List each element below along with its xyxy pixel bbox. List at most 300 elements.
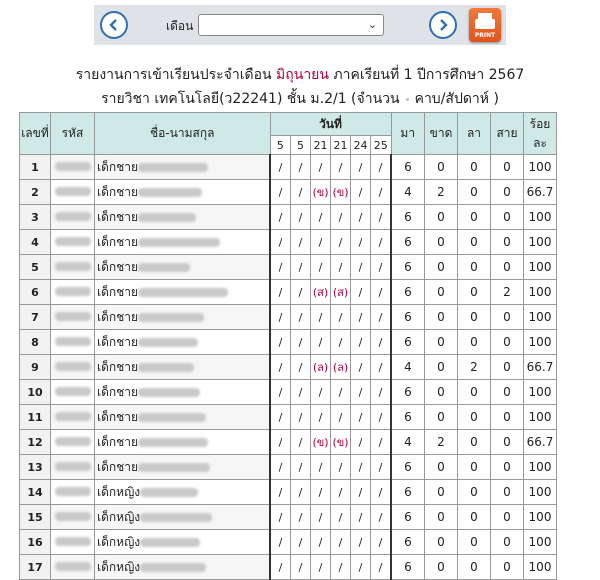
attendance-cell[interactable]: [270, 555, 291, 580]
count-present: 6: [391, 305, 425, 330]
attendance-mark: /: [378, 260, 383, 274]
attendance-mark: /: [298, 210, 303, 224]
count-late: 0: [491, 405, 524, 430]
count-absent: 0: [425, 280, 458, 305]
attendance-cell[interactable]: [371, 280, 392, 305]
attendance-mark: /: [358, 460, 363, 474]
attendance-cell[interactable]: [371, 530, 392, 555]
attendance-cell[interactable]: [331, 530, 351, 555]
name-prefix: เด็กชาย: [97, 459, 139, 474]
month-select[interactable]: [198, 14, 384, 36]
row-number: 3: [20, 205, 51, 230]
attendance-cell[interactable]: [371, 180, 392, 205]
attendance-cell[interactable]: [291, 205, 311, 230]
attendance-cell[interactable]: [291, 155, 311, 180]
attendance-cell[interactable]: [351, 480, 371, 505]
table-row[interactable]: [20, 530, 557, 555]
chevron-right-icon: [436, 18, 450, 32]
attendance-cell[interactable]: [371, 255, 392, 280]
attendance-cell[interactable]: [351, 405, 371, 430]
attendance-cell[interactable]: [331, 205, 351, 230]
attendance-mark: /: [278, 335, 283, 349]
count-late: 0: [491, 255, 524, 280]
attendance-mark: /: [358, 485, 363, 499]
attendance-mark: /: [358, 335, 363, 349]
col-header-leave: ลา: [458, 113, 491, 155]
attendance-cell[interactable]: [371, 330, 392, 355]
table-row[interactable]: [20, 330, 557, 355]
row-number: 6: [20, 280, 51, 305]
name-redacted: [138, 338, 198, 347]
row-number: 16: [20, 530, 51, 555]
attendance-mark: /: [358, 510, 363, 524]
attendance-cell[interactable]: [351, 430, 371, 455]
attendance-mark: /: [318, 260, 323, 274]
table-row[interactable]: [20, 430, 557, 455]
attendance-cell[interactable]: [371, 430, 392, 455]
attendance-cell[interactable]: [270, 530, 291, 555]
attendance-cell[interactable]: [291, 555, 311, 580]
attendance-mark: (ข): [332, 186, 349, 199]
attendance-cell[interactable]: [351, 355, 371, 380]
attendance-cell[interactable]: [351, 530, 371, 555]
name-prefix: เด็กชาย: [97, 309, 139, 324]
student-code-redacted: [51, 155, 95, 180]
student-code-redacted: [51, 205, 95, 230]
attendance-cell[interactable]: [311, 305, 331, 330]
attendance-mark: /: [358, 360, 363, 374]
attendance-cell[interactable]: [270, 380, 291, 405]
attendance-cell[interactable]: [331, 230, 351, 255]
student-name: [95, 180, 271, 205]
attendance-cell[interactable]: [270, 280, 291, 305]
attendance-cell[interactable]: [270, 480, 291, 505]
count-late: 0: [491, 555, 524, 580]
student-name: [95, 530, 271, 555]
attendance-mark: /: [318, 210, 323, 224]
count-present: 6: [391, 205, 425, 230]
attendance-mark: /: [338, 160, 343, 174]
attendance-cell[interactable]: [311, 280, 331, 305]
attendance-mark: /: [298, 310, 303, 324]
attendance-cell[interactable]: [331, 330, 351, 355]
attendance-cell[interactable]: [311, 555, 331, 580]
attendance-mark: /: [298, 410, 303, 424]
attendance-mark: /: [298, 485, 303, 499]
attendance-cell[interactable]: [371, 305, 392, 330]
attendance-mark: /: [298, 535, 303, 549]
student-name: [95, 255, 271, 280]
attendance-cell[interactable]: [270, 330, 291, 355]
table-row[interactable]: [20, 230, 557, 255]
attendance-mark: (ล): [332, 361, 349, 374]
name-redacted: [138, 188, 202, 197]
attendance-table: [19, 112, 557, 580]
count-leave: 0: [458, 505, 491, 530]
count-leave: 0: [458, 205, 491, 230]
name-redacted: [138, 413, 206, 422]
row-number: 13: [20, 455, 51, 480]
col-header-name: ชื่อ-นามสกุล: [95, 113, 271, 155]
attendance-mark: /: [338, 460, 343, 474]
count-percent: 66.7: [524, 430, 557, 455]
attendance-mark: /: [298, 285, 303, 299]
attendance-cell[interactable]: [351, 380, 371, 405]
name-prefix: เด็กชาย: [97, 384, 139, 399]
prev-month-button[interactable]: [100, 11, 128, 39]
row-number: 7: [20, 305, 51, 330]
name-redacted: [138, 263, 190, 272]
student-name: [95, 405, 271, 430]
attendance-cell[interactable]: [291, 380, 311, 405]
attendance-cell[interactable]: [311, 430, 331, 455]
count-absent: 0: [425, 505, 458, 530]
table-row[interactable]: [20, 405, 557, 430]
name-prefix: เด็กหญิง: [97, 509, 141, 524]
attendance-cell[interactable]: [291, 480, 311, 505]
attendance-cell[interactable]: [371, 205, 392, 230]
attendance-cell[interactable]: [331, 380, 351, 405]
attendance-cell[interactable]: [291, 305, 311, 330]
attendance-cell[interactable]: [351, 455, 371, 480]
attendance-mark: /: [318, 560, 323, 574]
student-code-redacted: [51, 180, 95, 205]
report-subtitle: [0, 88, 600, 110]
attendance-mark: /: [278, 310, 283, 324]
count-leave: 0: [458, 455, 491, 480]
attendance-cell[interactable]: [351, 505, 371, 530]
attendance-mark: /: [318, 160, 323, 174]
attendance-cell[interactable]: [331, 355, 351, 380]
next-month-button[interactable]: [429, 11, 457, 39]
student-code-redacted: [51, 505, 95, 530]
student-code-redacted: [51, 305, 95, 330]
attendance-cell[interactable]: [291, 280, 311, 305]
attendance-cell[interactable]: [270, 405, 291, 430]
table-row[interactable]: [20, 355, 557, 380]
attendance-mark: /: [318, 385, 323, 399]
student-code-redacted: [51, 480, 95, 505]
attendance-cell[interactable]: [331, 480, 351, 505]
attendance-cell[interactable]: [311, 330, 331, 355]
attendance-mark: /: [338, 560, 343, 574]
attendance-cell[interactable]: [291, 330, 311, 355]
table-row[interactable]: [20, 155, 557, 180]
attendance-cell[interactable]: [371, 455, 392, 480]
report-title-prefix: รายงานการเข้าเรียนประจำเดือน: [75, 67, 277, 83]
col-header-present: มา: [391, 113, 425, 155]
count-absent: 0: [425, 230, 458, 255]
count-leave: 0: [458, 255, 491, 280]
attendance-cell[interactable]: [270, 230, 291, 255]
count-absent: 0: [425, 405, 458, 430]
attendance-mark: /: [358, 235, 363, 249]
attendance-mark: /: [318, 235, 323, 249]
row-number: 8: [20, 330, 51, 355]
student-name: [95, 330, 271, 355]
attendance-mark: (ข): [332, 436, 349, 449]
attendance-cell[interactable]: [291, 405, 311, 430]
attendance-mark: /: [378, 285, 383, 299]
attendance-cell[interactable]: [291, 355, 311, 380]
count-percent: 100: [524, 280, 557, 305]
printer-body: [475, 19, 495, 29]
table-row[interactable]: [20, 380, 557, 405]
attendance-cell[interactable]: [331, 180, 351, 205]
attendance-cell[interactable]: [291, 455, 311, 480]
attendance-cell[interactable]: [270, 155, 291, 180]
attendance-cell[interactable]: [311, 180, 331, 205]
student-name: [95, 480, 271, 505]
attendance-cell[interactable]: [311, 380, 331, 405]
attendance-cell[interactable]: [351, 555, 371, 580]
attendance-cell[interactable]: [311, 205, 331, 230]
attendance-mark: /: [358, 435, 363, 449]
attendance-cell[interactable]: [291, 255, 311, 280]
attendance-mark: /: [278, 185, 283, 199]
student-code-redacted: [51, 405, 95, 430]
attendance-cell[interactable]: [351, 180, 371, 205]
attendance-cell[interactable]: [371, 555, 392, 580]
attendance-cell[interactable]: [371, 230, 392, 255]
attendance-cell[interactable]: [270, 455, 291, 480]
attendance-cell[interactable]: [351, 280, 371, 305]
attendance-cell[interactable]: [351, 330, 371, 355]
attendance-mark: /: [278, 510, 283, 524]
attendance-cell[interactable]: [311, 455, 331, 480]
attendance-cell[interactable]: [270, 305, 291, 330]
attendance-mark: /: [298, 385, 303, 399]
month-toolbar: [94, 5, 506, 45]
attendance-cell[interactable]: [270, 430, 291, 455]
table-row[interactable]: [20, 255, 557, 280]
attendance-mark: /: [378, 185, 383, 199]
report-month: มิถุนายน: [276, 67, 329, 83]
table-row[interactable]: [20, 180, 557, 205]
student-name: [95, 505, 271, 530]
name-redacted: [138, 438, 208, 447]
count-leave: 0: [458, 480, 491, 505]
row-number: 17: [20, 555, 51, 580]
attendance-cell[interactable]: [371, 380, 392, 405]
attendance-cell[interactable]: [270, 505, 291, 530]
table-row[interactable]: [20, 505, 557, 530]
attendance-mark: (ข): [312, 436, 329, 449]
count-present: 6: [391, 380, 425, 405]
count-absent: 0: [425, 480, 458, 505]
count-percent: 66.7: [524, 355, 557, 380]
attendance-mark: /: [378, 210, 383, 224]
student-name: [95, 305, 271, 330]
table-row[interactable]: [20, 480, 557, 505]
attendance-mark: /: [318, 485, 323, 499]
attendance-cell[interactable]: [331, 555, 351, 580]
attendance-cell[interactable]: [270, 205, 291, 230]
attendance-cell[interactable]: [311, 230, 331, 255]
attendance-mark: /: [298, 235, 303, 249]
count-leave: 0: [458, 155, 491, 180]
count-absent: 0: [425, 330, 458, 355]
count-percent: 100: [524, 330, 557, 355]
attendance-cell[interactable]: [331, 155, 351, 180]
count-leave: 0: [458, 305, 491, 330]
count-late: 0: [491, 155, 524, 180]
attendance-cell[interactable]: [270, 355, 291, 380]
attendance-mark: /: [298, 160, 303, 174]
attendance-mark: /: [298, 185, 303, 199]
table-row[interactable]: [20, 205, 557, 230]
attendance-cell[interactable]: [371, 155, 392, 180]
attendance-mark: /: [378, 435, 383, 449]
name-redacted: [138, 363, 194, 372]
student-name: [95, 430, 271, 455]
count-late: 0: [491, 205, 524, 230]
count-absent: 0: [425, 530, 458, 555]
count-absent: 0: [425, 455, 458, 480]
name-prefix: เด็กหญิง: [97, 559, 141, 574]
attendance-mark: (ส): [332, 286, 349, 299]
student-name: [95, 230, 271, 255]
attendance-cell[interactable]: [331, 455, 351, 480]
count-present: 6: [391, 555, 425, 580]
attendance-cell[interactable]: [311, 480, 331, 505]
count-late: 0: [491, 530, 524, 555]
attendance-cell[interactable]: [331, 305, 351, 330]
attendance-mark: (ส): [312, 286, 329, 299]
attendance-cell[interactable]: [311, 155, 331, 180]
attendance-cell[interactable]: [311, 530, 331, 555]
attendance-cell[interactable]: [291, 230, 311, 255]
attendance-cell[interactable]: [351, 155, 371, 180]
attendance-mark: /: [358, 310, 363, 324]
name-redacted: [140, 538, 200, 547]
day-header: 24: [351, 136, 371, 155]
attendance-cell[interactable]: [371, 405, 392, 430]
attendance-cell[interactable]: [291, 430, 311, 455]
student-code-redacted: [51, 255, 95, 280]
day-header: 5: [291, 136, 311, 155]
name-redacted: [138, 238, 220, 247]
table-row[interactable]: [20, 305, 557, 330]
attendance-cell[interactable]: [291, 505, 311, 530]
name-prefix: เด็กชาย: [97, 359, 139, 374]
row-number: 1: [20, 155, 51, 180]
table-row[interactable]: [20, 555, 557, 580]
count-percent: 100: [524, 480, 557, 505]
count-percent: 100: [524, 455, 557, 480]
attendance-mark: /: [278, 460, 283, 474]
attendance-cell[interactable]: [371, 505, 392, 530]
attendance-cell[interactable]: [371, 480, 392, 505]
count-late: 0: [491, 230, 524, 255]
count-absent: 2: [425, 180, 458, 205]
count-late: 0: [491, 455, 524, 480]
count-leave: 0: [458, 280, 491, 305]
attendance-mark: /: [358, 560, 363, 574]
attendance-cell[interactable]: [331, 405, 351, 430]
attendance-mark: /: [278, 235, 283, 249]
name-prefix: เด็กชาย: [97, 434, 139, 449]
attendance-cell[interactable]: [311, 405, 331, 430]
count-present: 6: [391, 480, 425, 505]
attendance-cell[interactable]: [331, 280, 351, 305]
count-present: 4: [391, 355, 425, 380]
attendance-cell[interactable]: [371, 355, 392, 380]
count-percent: 100: [524, 530, 557, 555]
attendance-mark: /: [338, 410, 343, 424]
attendance-cell[interactable]: [311, 355, 331, 380]
count-present: 6: [391, 255, 425, 280]
attendance-mark: /: [278, 410, 283, 424]
row-number: 12: [20, 430, 51, 455]
attendance-mark: /: [338, 260, 343, 274]
attendance-mark: /: [338, 385, 343, 399]
attendance-cell[interactable]: [291, 530, 311, 555]
name-prefix: เด็กชาย: [97, 409, 139, 424]
attendance-cell[interactable]: [270, 255, 291, 280]
attendance-cell[interactable]: [331, 505, 351, 530]
attendance-mark: (ข): [312, 186, 329, 199]
attendance-cell[interactable]: [351, 305, 371, 330]
attendance-cell[interactable]: [291, 180, 311, 205]
attendance-cell[interactable]: [351, 230, 371, 255]
student-name: [95, 355, 271, 380]
count-present: 6: [391, 155, 425, 180]
attendance-cell[interactable]: [331, 430, 351, 455]
count-percent: 100: [524, 405, 557, 430]
count-absent: 0: [425, 205, 458, 230]
count-late: 0: [491, 430, 524, 455]
attendance-mark: /: [318, 335, 323, 349]
count-leave: 0: [458, 180, 491, 205]
row-number: 10: [20, 380, 51, 405]
student-name: [95, 455, 271, 480]
count-late: 0: [491, 380, 524, 405]
student-code-redacted: [51, 380, 95, 405]
count-present: 6: [391, 505, 425, 530]
table-row[interactable]: [20, 455, 557, 480]
name-prefix: เด็กหญิง: [97, 484, 141, 499]
attendance-cell[interactable]: [270, 180, 291, 205]
name-prefix: เด็กชาย: [97, 159, 139, 174]
student-code-redacted: [51, 530, 95, 555]
report-title: [0, 64, 600, 86]
print-button[interactable]: [469, 8, 501, 42]
attendance-cell[interactable]: [331, 255, 351, 280]
attendance-cell[interactable]: [311, 505, 331, 530]
attendance-cell[interactable]: [311, 255, 331, 280]
table-row[interactable]: [20, 280, 557, 305]
count-percent: 100: [524, 380, 557, 405]
attendance-mark: /: [278, 260, 283, 274]
attendance-cell[interactable]: [351, 255, 371, 280]
attendance-mark: /: [278, 285, 283, 299]
attendance-mark: /: [378, 510, 383, 524]
count-present: 6: [391, 330, 425, 355]
count-percent: 100: [524, 555, 557, 580]
attendance-mark: /: [278, 160, 283, 174]
name-redacted: [140, 513, 212, 522]
count-percent: 100: [524, 205, 557, 230]
attendance-mark: /: [318, 310, 323, 324]
name-prefix: เด็กชาย: [97, 184, 139, 199]
count-present: 6: [391, 230, 425, 255]
day-header: 25: [371, 136, 392, 155]
count-absent: 0: [425, 305, 458, 330]
count-leave: 0: [458, 230, 491, 255]
count-present: 4: [391, 180, 425, 205]
attendance-cell[interactable]: [351, 205, 371, 230]
